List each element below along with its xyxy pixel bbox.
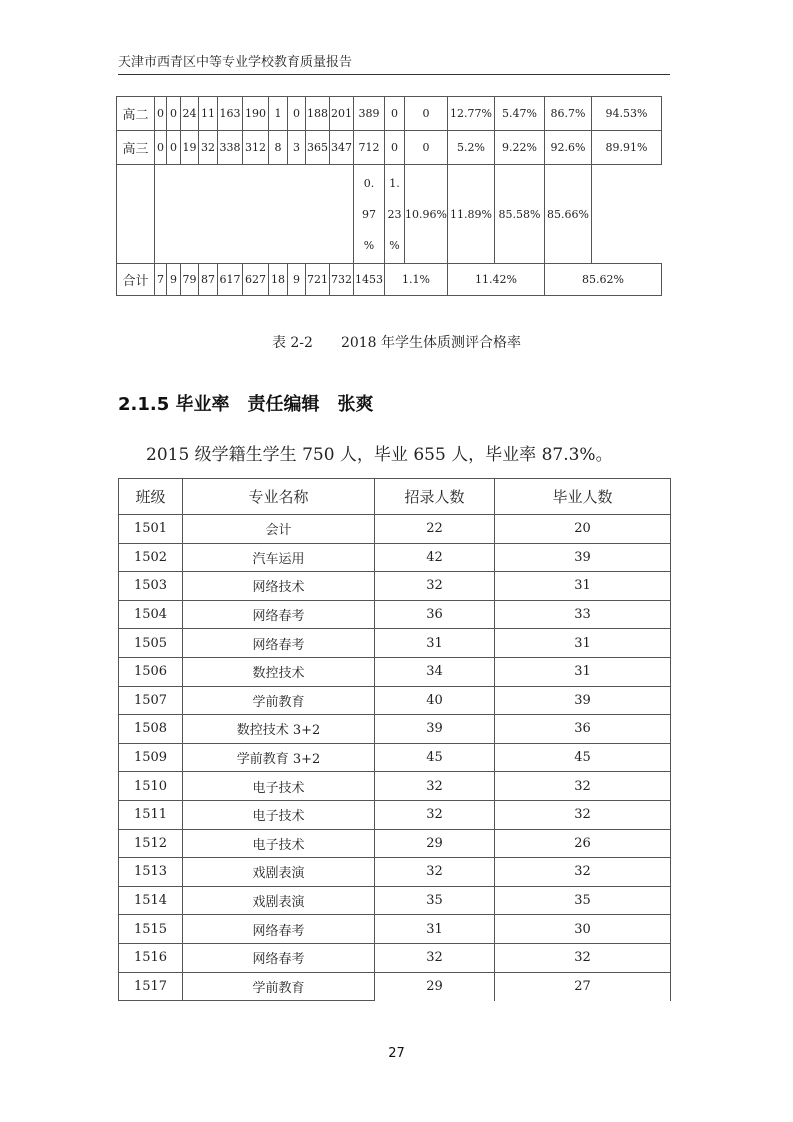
table-cell: 3 xyxy=(288,131,306,165)
table-row xyxy=(119,800,671,829)
table-cell: 学前教育 xyxy=(183,972,375,1001)
table-cell: 1507 xyxy=(119,686,183,715)
caption-text: 2018 年学生体质测评合格率 xyxy=(340,335,522,351)
table-cell: 7 xyxy=(155,264,167,296)
table-cell: 1502 xyxy=(119,543,183,572)
table-caption xyxy=(0,332,793,352)
stats-summary-row xyxy=(117,165,662,264)
table-cell: 1508 xyxy=(119,715,183,744)
table-cell: 29 xyxy=(375,972,495,1001)
table-cell: 26 xyxy=(495,829,671,858)
table-row xyxy=(119,657,671,686)
percent-fragment: % xyxy=(363,238,375,252)
table-cell: 20 xyxy=(495,515,671,544)
table-cell: 32 xyxy=(375,572,495,601)
table-cell: 网络春考 xyxy=(183,629,375,658)
table-cell: 1505 xyxy=(119,629,183,658)
percent-fragment: % xyxy=(389,238,400,252)
table-cell: 188 xyxy=(306,97,330,131)
table-cell: 32 xyxy=(375,800,495,829)
table-cell: 31 xyxy=(375,915,495,944)
table-cell: 学前教育 xyxy=(183,686,375,715)
table-cell: 32 xyxy=(375,858,495,887)
table-cell: 1503 xyxy=(119,572,183,601)
table-cell: 9.22% xyxy=(494,131,544,165)
table-cell: 0 xyxy=(155,131,167,165)
row-label: 高二 xyxy=(117,97,155,131)
table-row xyxy=(119,515,671,544)
table-cell: 12.77% xyxy=(447,97,494,131)
table-cell: 32 xyxy=(375,772,495,801)
table-cell: 39 xyxy=(495,686,671,715)
table-cell: 11 xyxy=(199,97,218,131)
table-row xyxy=(119,743,671,772)
table-cell: 0 xyxy=(288,97,306,131)
editor-name: 张爽 xyxy=(337,394,374,415)
column-header: 专业名称 xyxy=(183,479,375,515)
table-row xyxy=(119,772,671,801)
table-cell: 网络春考 xyxy=(183,915,375,944)
table-cell: 1511 xyxy=(119,800,183,829)
empty-cell xyxy=(117,165,155,264)
percent-fragment: 23 xyxy=(387,207,402,221)
table-cell: 网络技术 xyxy=(183,572,375,601)
table-cell: 1506 xyxy=(119,657,183,686)
table-row xyxy=(119,600,671,629)
table-cell: 201 xyxy=(330,97,354,131)
table-header-row xyxy=(119,479,671,515)
table-cell: 学前教育 3+2 xyxy=(183,743,375,772)
row-label: 高三 xyxy=(117,131,155,165)
table-cell: 32 xyxy=(495,943,671,972)
table-cell: 1453 xyxy=(354,264,385,296)
table-row xyxy=(119,686,671,715)
table-cell: 1514 xyxy=(119,886,183,915)
table-cell: 戏剧表演 xyxy=(183,886,375,915)
table-cell: 0 xyxy=(167,131,181,165)
empty-cell xyxy=(155,165,354,264)
stacked-percent xyxy=(354,165,385,264)
page-number: 27 xyxy=(388,1046,405,1061)
summary-rate: 85.58% xyxy=(494,165,544,264)
table-cell: 0 xyxy=(405,97,448,131)
table-cell: 5.47% xyxy=(494,97,544,131)
table-cell: 627 xyxy=(243,264,269,296)
table-row xyxy=(119,886,671,915)
table-cell: 31 xyxy=(495,657,671,686)
table-cell: 92.6% xyxy=(544,131,591,165)
table-row xyxy=(119,629,671,658)
table-cell: 1510 xyxy=(119,772,183,801)
column-header: 班级 xyxy=(119,479,183,515)
table-cell: 36 xyxy=(375,600,495,629)
table-row xyxy=(119,858,671,887)
page-header: 天津市西青区中等专业学校教育质量报告 xyxy=(118,54,670,75)
table-cell: 40 xyxy=(375,686,495,715)
table-row xyxy=(119,543,671,572)
total-rate: 1.1% xyxy=(385,264,448,296)
table-cell: 22 xyxy=(375,515,495,544)
percent-fragment: 97 xyxy=(362,207,376,221)
table-row xyxy=(119,915,671,944)
stats-row xyxy=(117,131,662,165)
table-cell: 1 xyxy=(269,97,288,131)
table-cell: 31 xyxy=(495,629,671,658)
table-cell: 19 xyxy=(181,131,199,165)
table-cell: 32 xyxy=(495,800,671,829)
table-cell: 89.91% xyxy=(591,131,661,165)
table-cell: 电子技术 xyxy=(183,772,375,801)
table-cell: 32 xyxy=(495,858,671,887)
summary-rate: 11.89% xyxy=(447,165,494,264)
table-cell: 163 xyxy=(218,97,243,131)
table-cell: 1504 xyxy=(119,600,183,629)
table-cell: 29 xyxy=(375,829,495,858)
table-cell: 1515 xyxy=(119,915,183,944)
table-cell: 35 xyxy=(495,886,671,915)
table-cell: 32 xyxy=(199,131,218,165)
table-cell: 389 xyxy=(354,97,385,131)
column-header: 招录人数 xyxy=(375,479,495,515)
table-cell: 35 xyxy=(375,886,495,915)
table-cell: 会计 xyxy=(183,515,375,544)
table-cell: 9 xyxy=(167,264,181,296)
stacked-percent xyxy=(385,165,405,264)
table-cell: 网络春考 xyxy=(183,943,375,972)
table-cell: 365 xyxy=(306,131,330,165)
table-cell: 712 xyxy=(354,131,385,165)
summary-rate: 85.66% xyxy=(544,165,591,264)
table-cell: 0 xyxy=(385,97,405,131)
table-cell: 87 xyxy=(199,264,218,296)
percent-fragment: 1. xyxy=(389,176,400,190)
table-cell: 732 xyxy=(330,264,354,296)
table-cell: 0 xyxy=(155,97,167,131)
table-cell: 数控技术 xyxy=(183,657,375,686)
table-cell: 312 xyxy=(243,131,269,165)
table-cell: 9 xyxy=(288,264,306,296)
table-row xyxy=(119,829,671,858)
table-cell: 1512 xyxy=(119,829,183,858)
table-row xyxy=(119,572,671,601)
table-cell: 34 xyxy=(375,657,495,686)
table-cell: 1517 xyxy=(119,972,183,1001)
table-cell: 5.2% xyxy=(447,131,494,165)
section-heading xyxy=(118,390,374,416)
table-cell: 8 xyxy=(269,131,288,165)
table-cell: 27 xyxy=(495,972,671,1001)
table-cell: 电子技术 xyxy=(183,800,375,829)
table-cell: 18 xyxy=(269,264,288,296)
graduation-table xyxy=(118,478,671,1001)
table-cell: 电子技术 xyxy=(183,829,375,858)
table-cell: 1513 xyxy=(119,858,183,887)
table-cell: 39 xyxy=(495,543,671,572)
table-cell: 190 xyxy=(243,97,269,131)
graduation-summary: 2015 级学籍生学生 750 人，毕业 655 人，毕业率 87.3%。 xyxy=(146,445,613,465)
table-cell: 1509 xyxy=(119,743,183,772)
table-cell: 1516 xyxy=(119,943,183,972)
table-row xyxy=(119,943,671,972)
table-cell: 汽车运用 xyxy=(183,543,375,572)
table-cell: 94.53% xyxy=(591,97,661,131)
table-cell: 戏剧表演 xyxy=(183,858,375,887)
table-cell: 0 xyxy=(385,131,405,165)
editor-label: 责任编辑 xyxy=(247,394,320,415)
table-cell: 数控技术 3+2 xyxy=(183,715,375,744)
table-cell: 1501 xyxy=(119,515,183,544)
summary-rate: 10.96% xyxy=(405,165,448,264)
table-cell: 721 xyxy=(306,264,330,296)
table-cell: 33 xyxy=(495,600,671,629)
fitness-stats-table xyxy=(116,96,662,296)
table-cell: 39 xyxy=(375,715,495,744)
table-cell: 24 xyxy=(181,97,199,131)
table-cell: 0 xyxy=(167,97,181,131)
table-cell: 617 xyxy=(218,264,243,296)
percent-fragment: 0. xyxy=(363,176,375,190)
table-cell: 347 xyxy=(330,131,354,165)
table-cell: 31 xyxy=(495,572,671,601)
table-cell: 79 xyxy=(181,264,199,296)
table-row xyxy=(119,715,671,744)
table-cell: 31 xyxy=(375,629,495,658)
table-cell: 32 xyxy=(495,772,671,801)
total-rate: 11.42% xyxy=(447,264,544,296)
table-cell: 36 xyxy=(495,715,671,744)
table-row xyxy=(119,972,671,1001)
table-cell: 32 xyxy=(375,943,495,972)
table-cell: 0 xyxy=(405,131,448,165)
table-cell: 338 xyxy=(218,131,243,165)
stats-total-row xyxy=(117,264,662,296)
table-cell: 42 xyxy=(375,543,495,572)
table-cell: 30 xyxy=(495,915,671,944)
table-cell: 45 xyxy=(495,743,671,772)
table-cell: 86.7% xyxy=(544,97,591,131)
section-number: 2.1.5 毕业率 xyxy=(118,394,230,415)
total-rate: 85.62% xyxy=(544,264,661,296)
row-label: 合计 xyxy=(117,264,155,296)
column-header: 毕业人数 xyxy=(495,479,671,515)
table-cell: 网络春考 xyxy=(183,600,375,629)
caption-number: 表 2-2 xyxy=(271,335,313,351)
table-cell: 45 xyxy=(375,743,495,772)
stats-row xyxy=(117,97,662,131)
